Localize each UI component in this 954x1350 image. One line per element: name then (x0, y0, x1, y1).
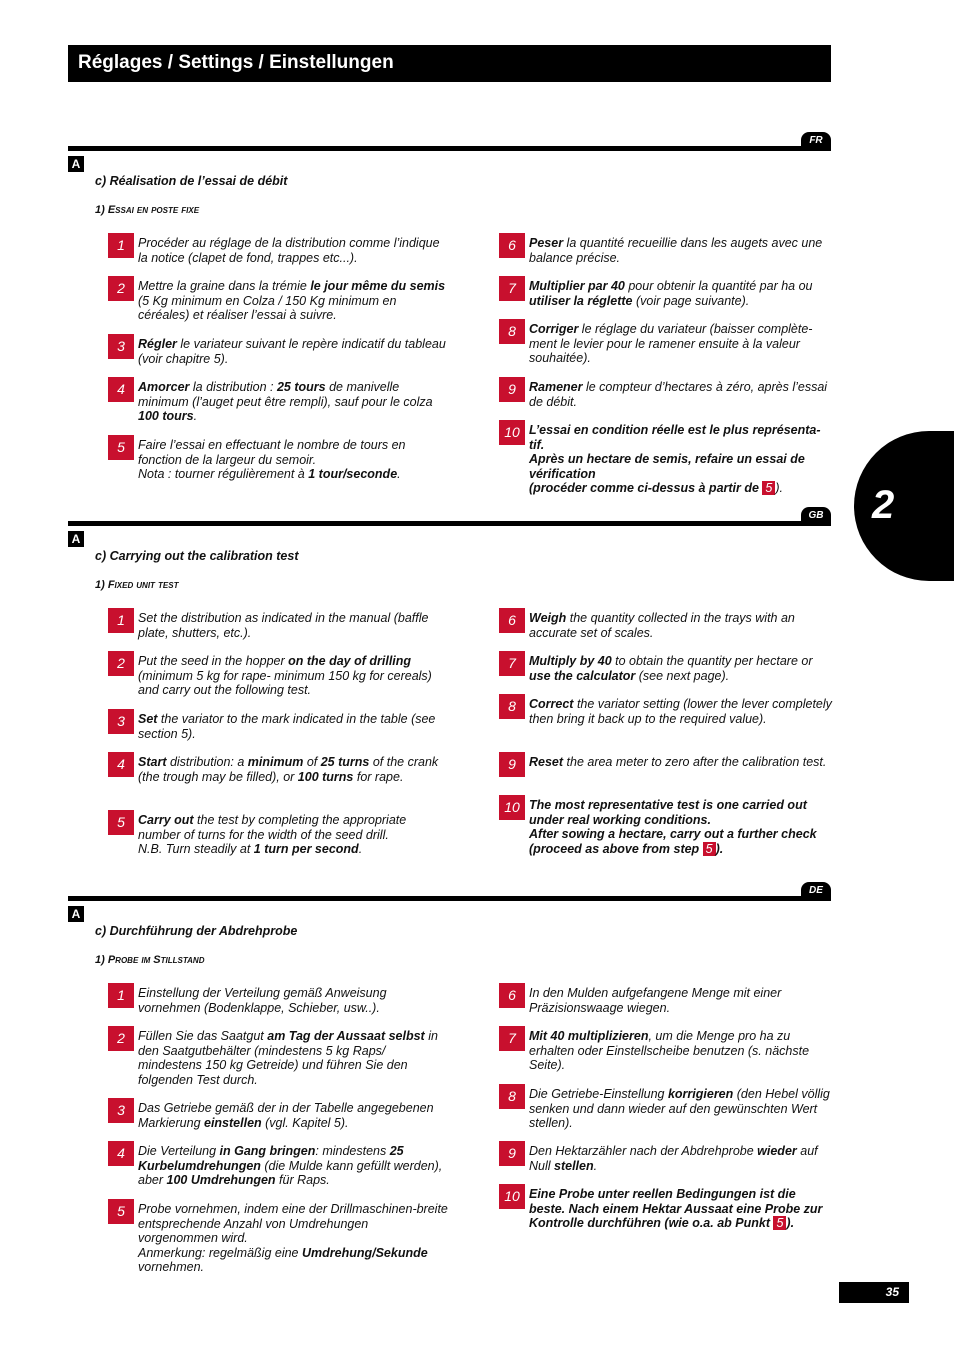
step-number-badge: 10 (499, 795, 525, 820)
step-number-badge: 2 (108, 651, 134, 676)
step-text: Einstellung der Verteilung gemäß Anweisung vornehmen (Bodenklappe, Schieber, usw..). (138, 986, 387, 1015)
step-number-badge: 6 (499, 983, 525, 1008)
header-title: Réglages / Settings / Einstellungen (78, 52, 394, 73)
section-letter: A (68, 156, 84, 172)
section-letter: A (68, 531, 84, 547)
section-subtitle: 1) Fixed unit test (95, 579, 179, 591)
step-text: Put the seed in the hopper on the day of drilling (minimum 5 kg for rape- minimum 150 kg for cereals) and carry out the following test. (138, 654, 432, 697)
step-text: Multiplier par 40 pour obtenir la quantité par ha ou utiliser la réglette (voir page suivante). (529, 279, 813, 308)
step-text: Start distribution: a minimum of 25 turns of the crank (the trough may be filled), or 100 turns for rape. (138, 755, 439, 784)
step-text: Faire l’essai en effectuant le nombre de tours en fonction de la largeur du semoir. Nota : tourner régulièrement à 1 tour/seconde. (138, 438, 406, 481)
language-tab: DE (801, 882, 831, 901)
step-number-badge: 8 (499, 319, 525, 344)
step-number-badge: 3 (108, 1098, 134, 1123)
step-number-badge: 2 (108, 276, 134, 301)
section-letter: A (68, 906, 84, 922)
step-text: Set the distribution as indicated in the manual (baffle plate, shutters, etc.). (138, 611, 429, 640)
step-text: Die Getriebe-Einstellung korrigieren (den Hebel völlig senken und dann wieder auf den gewünschten Wert stellen). (529, 1087, 830, 1130)
step-text: Eine Probe unter reellen Bedingungen ist die beste. Nach einem Hektar Aussaat eine Probe zur Kontrolle durchführen (wie o.a. ab Punkt 5 ). (529, 1187, 823, 1230)
chapter-tab (854, 431, 954, 581)
step-text: Carry out the test by completing the appropriate number of turns for the width of the seed drill. N.B. Turn steadily at 1 turn per second. (138, 813, 407, 856)
step-text: Weigh the quantity collected in the trays with an accurate set of scales. (529, 611, 795, 640)
step-text: Füllen Sie das Saatgut am Tag der Aussaat selbst in den Saatgutbehälter (mindestens 5 kg Raps/ mindestens 150 kg Getreide) und führen Sie den folgenden Test durch. (138, 1029, 438, 1087)
section-rule (68, 521, 831, 526)
step-text: L’essai en condition réelle est le plus représenta-tif. Après un hectare de semis, refaire un essai de vérification (procéder comme ci-dessus à partir de 5 ). (529, 423, 821, 495)
step-text: Correct the variator setting (lower the lever completely then bring it back up to the required value). (529, 697, 832, 726)
section-title: c) Réalisation de l’essai de débit (95, 174, 288, 188)
step-number-badge: 2 (108, 1026, 134, 1051)
section-subtitle: 1) Probe im Stillstand (95, 954, 205, 966)
step-text: The most representative test is one carried out under real working conditions. After sowing a hectare, carry out a further check (proceed as above from step 5 ). (529, 798, 817, 856)
step-number-badge: 8 (499, 1084, 525, 1109)
section-fr (68, 132, 831, 502)
step-number-badge: 9 (499, 752, 525, 777)
section-subtitle: 1) Essai en poste fixe (95, 204, 200, 216)
step-text: Mit 40 multiplizieren, um die Menge pro ha zu erhalten oder Einstellscheibe benutzen (s. nächste Seite). (529, 1029, 810, 1072)
step-number-badge: 7 (499, 651, 525, 676)
step-text: Procéder au réglage de la distribution comme l’indique la notice (clapet de fond, trappes etc...). (138, 236, 440, 265)
step-number-badge: 8 (499, 694, 525, 719)
language-tab: FR (801, 132, 831, 151)
step-text: Peser la quantité recueillie dans les augets avec une balance précise. (529, 236, 823, 265)
page-number: 35 (839, 1282, 909, 1303)
step-number-badge: 3 (108, 334, 134, 359)
step-number-badge: 1 (108, 983, 134, 1008)
section-title: c) Durchführung der Abdrehprobe (95, 924, 298, 938)
step-text: Den Hektarzähler nach der Abdrehprobe wieder auf Null stellen. (529, 1144, 818, 1173)
step-text: Reset the area meter to zero after the calibration test. (529, 755, 827, 769)
section-gb (68, 507, 831, 877)
step-text: Probe vornehmen, indem eine der Drillmaschinen-breite entsprechende Anzahl von Umdrehungen vorgenommen wird. Anmerkung: regelmäßig eine Umdrehung/Sekunde vornehmen. (138, 1202, 448, 1274)
step-text: Mettre la graine dans la trémie le jour même du semis (5 Kg minimum en Colza / 150 Kg minimum en céréales) et réaliser l’essai à suivre. (138, 279, 446, 322)
section-rule (68, 146, 831, 151)
section-de (68, 882, 831, 1282)
step-number-badge: 10 (499, 1184, 525, 1209)
language-tab: GB (801, 507, 831, 526)
step-number-badge: 9 (499, 1141, 525, 1166)
step-number-badge: 10 (499, 420, 525, 445)
step-number-badge: 5 (108, 810, 134, 835)
step-number-badge: 5 (108, 435, 134, 460)
step-text: Ramener le compteur d’hectares à zéro, après l’essai de débit. (529, 380, 828, 409)
step-number-badge: 6 (499, 608, 525, 633)
chapter-number: 2 (872, 483, 895, 527)
step-number-badge: 7 (499, 1026, 525, 1051)
step-text: In den Mulden aufgefangene Menge mit einer Präzisionswaage wiegen. (529, 986, 782, 1015)
step-number-badge: 1 (108, 608, 134, 633)
step-text: Régler le variateur suivant le repère indicatif du tableau (voir chapitre 5). (138, 337, 446, 366)
header-bar (68, 45, 831, 82)
step-number-badge: 7 (499, 276, 525, 301)
step-text: Corriger le réglage du variateur (baisser complète-ment le levier pour le ramener ensuite à la valeur souhaitée). (529, 322, 813, 365)
step-number-badge: 5 (108, 1199, 134, 1224)
step-text: Amorcer la distribution : 25 tours de manivelle minimum (l’auget peut être rempli), sauf pour le colza 100 tours. (138, 380, 433, 423)
step-number-badge: 9 (499, 377, 525, 402)
section-rule (68, 896, 831, 901)
step-text: Multiply by 40 to obtain the quantity per hectare or use the calculator (see next page). (529, 654, 813, 683)
step-text: Das Getriebe gemäß der in der Tabelle angegebenen Markierung einstellen (vgl. Kapitel 5). (138, 1101, 434, 1130)
step-number-badge: 4 (108, 752, 134, 777)
step-number-badge: 4 (108, 377, 134, 402)
step-number-badge: 3 (108, 709, 134, 734)
step-number-badge: 4 (108, 1141, 134, 1166)
step-number-badge: 6 (499, 233, 525, 258)
step-text: Die Verteilung in Gang bringen: mindestens 25 Kurbelumdrehungen (die Mulde kann gefüllt werden), aber 100 Umdrehungen für Raps. (138, 1144, 443, 1187)
step-text: Set the variator to the mark indicated in the table (see section 5). (138, 712, 436, 741)
section-title: c) Carrying out the calibration test (95, 549, 299, 563)
step-number-badge: 1 (108, 233, 134, 258)
